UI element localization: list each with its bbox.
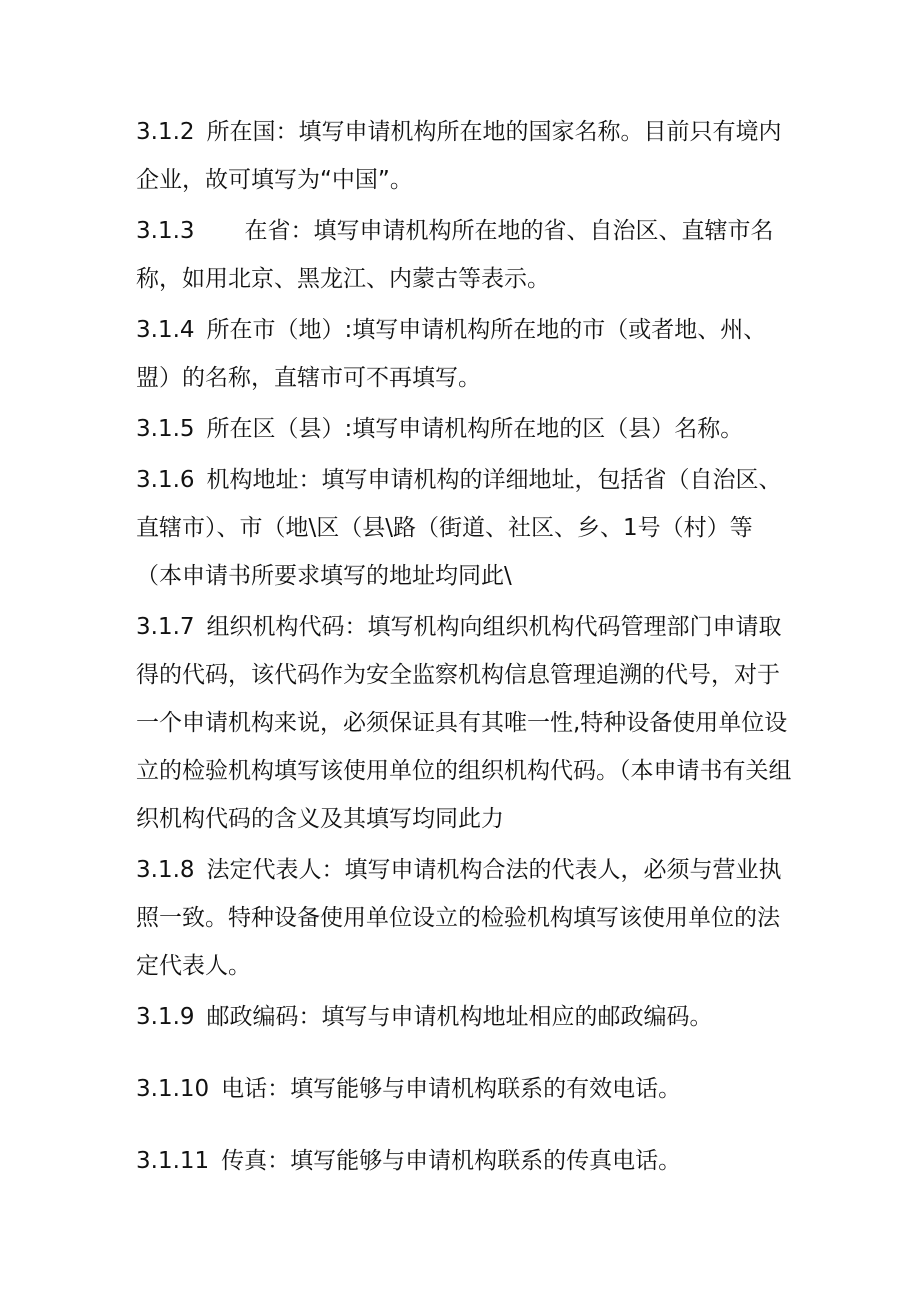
- clause-3-1-5: [136, 405, 796, 453]
- clause-number: 3.1.7: [136, 614, 195, 640]
- clause-text: 邮政编码：填写与申请机构地址相应的邮政编码。: [206, 1004, 713, 1030]
- clause-text: 所在区（县）:填写申请机构所在地的区（县）名称。: [206, 416, 744, 442]
- clause-number: 3.1.2: [136, 119, 195, 145]
- clause-number: 3.1.5: [136, 416, 195, 442]
- clause-text: 在省：填写申请机构所在地的省、自治区、直辖市名称，如用北京、黑龙江、内蒙古等表示。: [136, 218, 774, 292]
- clause-text: 传真：填写能够与申请机构联系的传真电话。: [221, 1148, 682, 1174]
- clause-number: 3.1.8: [136, 857, 195, 883]
- clause-text: 组织机构代码：填写机构向组织机构代码管理部门申请取得的代码，该代码作为安全监察机构信息管理追溯的代号，对于一个申请机构来说，必须保证具有其唯一性,特种设备使用单位设立的检验机构填写该使用单位的组织机构代码。（本申请书有关组织机构代码的含义及其填写均同此力: [136, 614, 792, 832]
- clause-number: 3.1.4: [136, 317, 195, 343]
- clause-3-1-9: [136, 993, 796, 1041]
- clause-text: 所在国：填写申请机构所在地的国家名称。目前只有境内企业，故可填写为“中国”。: [136, 119, 782, 193]
- clause-3-1-8: [136, 846, 796, 990]
- clause-3-1-6: [136, 456, 796, 600]
- clause-3-1-11: [136, 1137, 796, 1185]
- clause-number: 3.1.6: [136, 467, 195, 493]
- clause-text: 机构地址：填写申请机构的详细地址，包括省（自治区、直辖市）、市（地\区（县\路（街道、社区、乡、1号（村）等（本申请书所要求填写的地址均同此\: [136, 467, 782, 589]
- clause-3-1-10: [136, 1065, 796, 1113]
- clause-3-1-4: [136, 306, 796, 402]
- clause-number: 3.1.3: [136, 218, 195, 244]
- clause-text: 电话：填写能够与申请机构联系的有效电话。: [221, 1076, 682, 1102]
- clause-text: 所在市（地）:填写申请机构所在地的市（或者地、州、盟）的名称，直辖市可不再填写。: [136, 317, 767, 391]
- clause-3-1-2: [136, 108, 796, 204]
- clause-number: 3.1.10: [136, 1076, 210, 1102]
- clause-3-1-7: [136, 603, 796, 843]
- document-body: [136, 108, 796, 1188]
- clause-3-1-3: [136, 207, 796, 303]
- clause-text: 法定代表人：填写申请机构合法的代表人，必须与营业执照一致。特种设备使用单位设立的检验机构填写该使用单位的法定代表人。: [136, 857, 782, 979]
- clause-number: 3.1.9: [136, 1004, 195, 1030]
- clause-number: 3.1.11: [136, 1148, 210, 1174]
